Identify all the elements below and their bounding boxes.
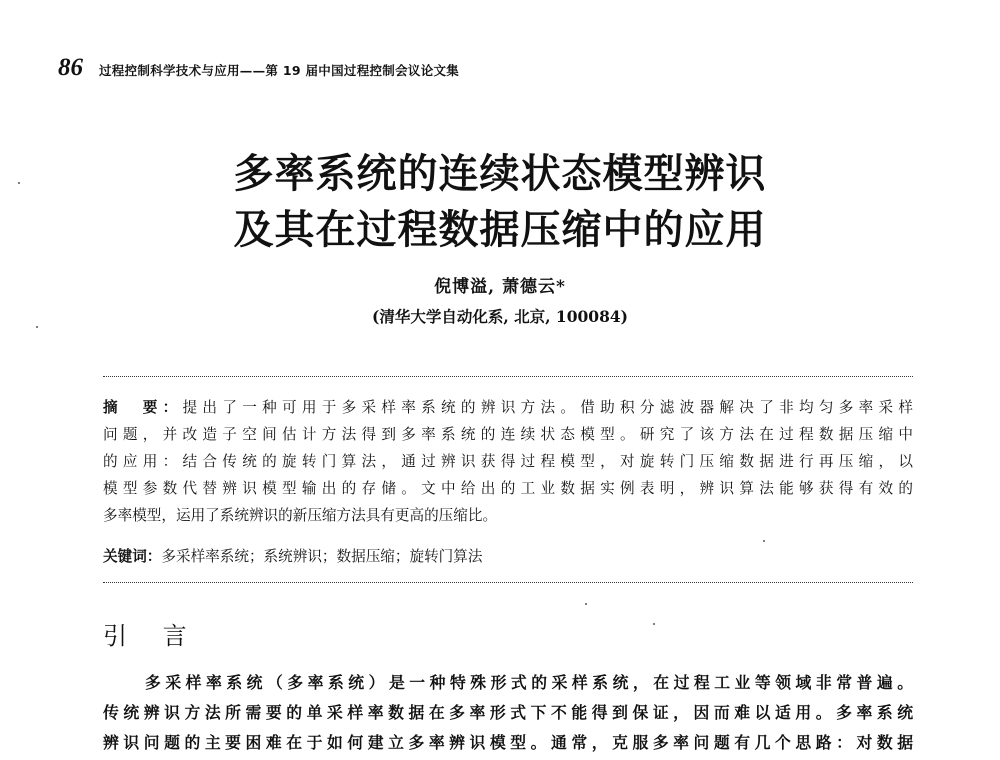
abstract-line	[103, 394, 913, 421]
keywords	[103, 543, 913, 570]
abstract-top-rule	[103, 376, 913, 377]
keywords-text: 多采样率系统；系统辨识；数据压缩；旋转门算法	[161, 548, 483, 565]
title-line-1: 多率系统的连续状态模型辨识	[233, 150, 767, 197]
authors: 倪博溢, 萧德云*	[434, 277, 566, 297]
scan-speck	[763, 540, 765, 542]
affiliation: (清华大学自动化系, 北京, 100084)	[372, 307, 628, 326]
body-text	[103, 668, 913, 758]
title-line-2: 及其在过程数据压缩中的应用	[233, 206, 767, 253]
body-line: 辨识问题的主要困难在于如何建立多率辨识模型。通常，克服多率问题有几个思路：对数据	[103, 733, 913, 752]
scan-speck	[585, 603, 587, 605]
keywords-label: 关键词：	[103, 548, 162, 565]
body-line: 传统辨识方法所需要的单采样率数据在多率形式下不能得到保证，因而难以适用。多率系统	[103, 703, 913, 722]
abstract-bottom-rule	[103, 582, 913, 583]
abstract-label: 摘 要：	[103, 399, 183, 416]
abstract-line: 问题，并改造子空间估计方法得到多率系统的连续状态模型。研究了该方法在过程数据压缩中	[103, 426, 913, 443]
paper-title	[0, 146, 1000, 258]
scan-speck	[36, 326, 38, 328]
abstract	[103, 394, 913, 529]
body-line: 多采样率系统（多率系统）是一种特殊形式的采样系统，在过程工业等领域非常普遍。	[145, 673, 913, 692]
abstract-line: 多率模型，运用了系统辨识的新压缩方法具有更高的压缩比。	[103, 507, 498, 524]
abstract-text: 提出了一种可用于多采样率系统的辨识方法。借助积分滤波器解决了非均匀多率采样	[182, 399, 913, 416]
scan-speck	[653, 623, 655, 625]
scan-speck	[18, 182, 20, 184]
section-heading: 引 言	[103, 622, 201, 650]
abstract-line: 的应用：结合传统的旋转门算法，通过辨识获得过程模型，对旋转门压缩数据进行再压缩，以	[103, 453, 913, 470]
page-number: 86	[58, 54, 83, 81]
running-header	[58, 54, 459, 84]
abstract-line: 模型参数代替辨识模型输出的存储。文中给出的工业数据实例表明，辨识算法能够获得有效的	[103, 480, 913, 497]
journal-title: 过程控制科学技术与应用——第 19 届中国过程控制会议论文集	[99, 63, 460, 78]
